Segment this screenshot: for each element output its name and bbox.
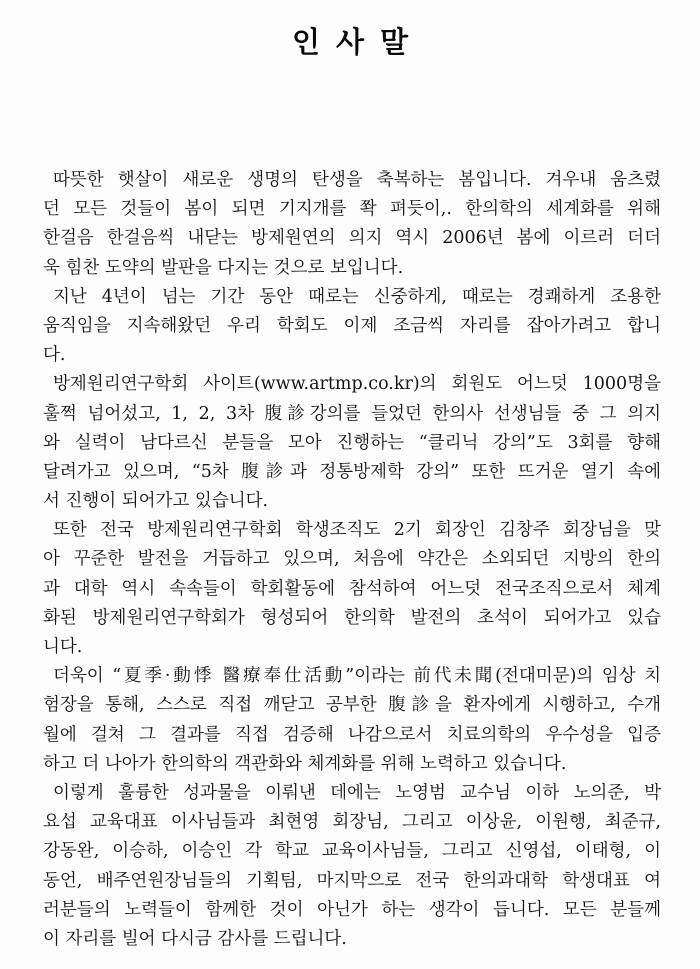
text-line: 욱 힘찬 도약의 발판을 다지는 것으로 보입니다. xyxy=(43,257,404,278)
paragraph xyxy=(43,516,661,662)
text-line: 아 꾸준한 발전을 거듭하고 있으며, 처음에 약간은 소외되던 지방의 한의 xyxy=(43,549,661,570)
text-line: 움직임을 지속해왔던 우리 학회도 이제 조금씩 자리를 잡아가려고 합니 xyxy=(43,315,661,336)
paragraph xyxy=(43,779,661,954)
text-line: 지난 4년이 넘는 기간 동안 때로는 신중하게, 때로는 경쾌하게 조용한 xyxy=(53,286,661,307)
text-line: 방제원리연구학회 사이트(www.artmp.co.kr)의 회원도 어느덧 1000명을 xyxy=(53,374,661,395)
text-line: 요섭 교육대표 이사님들과 최현영 회장님, 그리고 이상윤, 이원행, 최준규, xyxy=(43,812,661,833)
text-line: 이렇게 훌륭한 성과물을 이뤄낸 데에는 노영범 교수님 이하 노의준, 박 xyxy=(53,782,661,803)
text-line: 강동완, 이승하, 이승인 각 학교 교육이사님들, 그리고 신영섭, 이태형, 이 xyxy=(43,841,661,862)
text-line: 달려가고 있으며, “5차 腹診과 정통방제학 강의” 또한 뜨거운 열기 속에 xyxy=(43,461,661,482)
page-title: 인사말 xyxy=(291,25,425,59)
text-line: 험장을 통해, 스스로 직접 깨닫고 공부한 腹診을 환자에게 시행하고, 수개 xyxy=(43,695,661,716)
text-line: 훌쩍 넘어섰고, 1, 2, 3차 腹診강의를 들었던 한의사 선생님들 중 그 의지 xyxy=(43,403,661,424)
text-line: 더욱이 “夏季·動悸 醫療奉仕活動”이라는 前代未聞(전대미문)의 임상 치 xyxy=(53,666,661,687)
paragraph xyxy=(43,283,661,371)
paragraph xyxy=(43,662,661,779)
paragraph xyxy=(43,370,661,516)
text-line: 다. xyxy=(43,345,66,366)
text-line: 과 대학 역시 속속들이 학회활동에 참석하여 어느덧 전국조직으로서 체계 xyxy=(43,578,661,599)
paragraph xyxy=(43,166,661,283)
text-line: 월에 걸쳐 그 결과를 직접 검증해 나감으로서 치료의학의 우수성을 입증 xyxy=(43,724,661,745)
text-line: 한걸음 한걸음씩 내닫는 방제원연의 의지 역시 2006년 봄에 이르러 더더 xyxy=(43,228,661,249)
text-line: 화된 방제원리연구학회가 형성되어 한의학 발전의 초석이 되어가고 있습 xyxy=(43,607,661,628)
text-line: 니다. xyxy=(43,637,83,657)
text-line: 동언, 배주연원장님들의 기획팀, 마지막으로 전국 한의과대학 학생대표 여 xyxy=(43,870,661,891)
greeting-body xyxy=(43,166,661,954)
text-line: 따뜻한 햇살이 새로운 생명의 탄생을 축복하는 봄입니다. 겨우내 움츠렸 xyxy=(53,170,661,190)
text-line: 던 모든 것들이 봄이 되면 기지개를 쫙 펴듯이,. 한의학의 세계화를 위해 xyxy=(43,199,661,220)
text-line: 하고 더 나아가 한의학의 객관화와 체계화를 위해 노력하고 있습니다. xyxy=(43,753,567,774)
text-line: 또한 전국 방제원리연구학회 학생조직도 2기 회장인 김창주 회장님을 맞 xyxy=(53,520,661,541)
text-line: 와 실력이 남다르신 분들을 모아 진행하는 “클리닉 강의”도 3회를 향해 xyxy=(43,432,661,453)
text-line: 러분들의 노력들이 함께한 것이 아닌가 하는 생각이 듭니다. 모든 분들께 xyxy=(43,899,661,920)
text-line: 이 자리를 빌어 다시금 감사를 드립니다. xyxy=(43,928,347,949)
text-line: 서 진행이 되어가고 있습니다. xyxy=(43,491,269,512)
